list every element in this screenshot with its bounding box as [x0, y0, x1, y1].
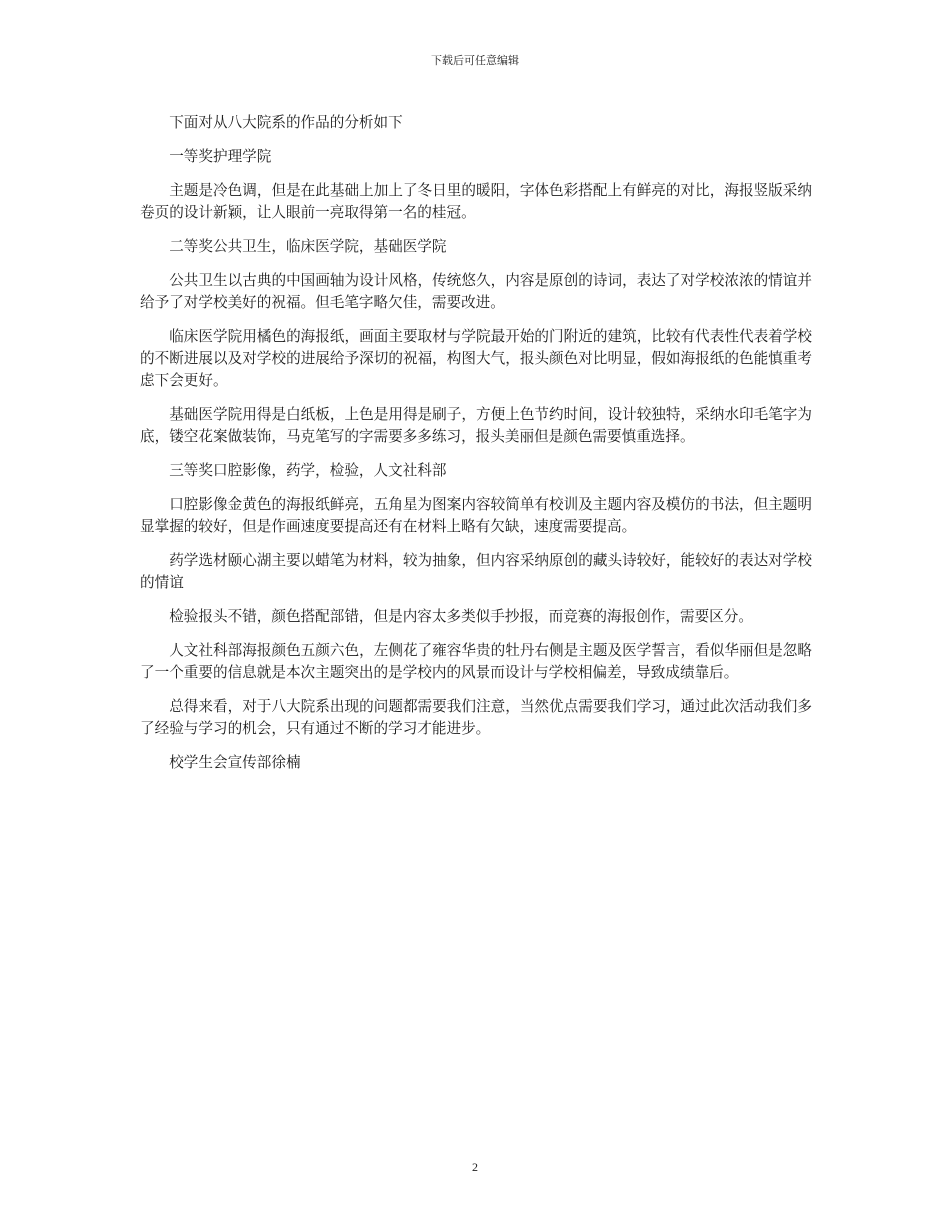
intro-paragraph: 下面对从八大院系的作品的分析如下 [169, 114, 403, 131]
laboratory-paragraph: 检验报头不错，颜色搭配部错，但是内容太多类似手抄报，而竞赛的海报创作，需要区分。 [169, 608, 753, 625]
document-body [140, 112, 812, 786]
second-prize-heading: 二等奖公共卫生，临床医学院，基础医学院 [169, 238, 447, 255]
stomatology-imaging-paragraph: 口腔影像金黄色的海报纸鲜亮，五角星为图案内容较简单有校训及主题内容及模仿的书法，但主题明显掌握的较好，但是作画速度要提高还有在材料上略有欠缺，速度需要提高。 [140, 496, 812, 535]
third-prize-heading: 三等奖口腔影像，药学，检验，人文社科部 [169, 462, 447, 479]
page-header: 下载后可任意编辑 [431, 54, 519, 67]
humanities-paragraph: 人文社科部海报颜色五颜六色，左侧花了雍容华贵的牡丹右侧是主题及医学誓言，看似华丽但是忽略了一个重要的信息就是本次主题突出的是学校内的风景而设计与学校相偏差，导致成绩靠后。 [140, 642, 812, 681]
nursing-paragraph: 主题是冷色调，但是在此基础上加上了冬日里的暖阳，字体色彩搭配上有鲜亮的对比，海报竖版采纳卷页的设计新颖，让人眼前一亮取得第一名的桂冠。 [140, 182, 812, 221]
summary-paragraph: 总得来看，对于八大院系出现的问题都需要我们注意，当然优点需要我们学习，通过此次活动我们多了经验与学习的机会，只有通过不断的学习才能进步。 [140, 698, 812, 737]
page-number: 2 [472, 1160, 478, 1174]
first-prize-heading: 一等奖护理学院 [169, 148, 272, 165]
clinical-medicine-paragraph: 临床医学院用橘色的海报纸，画面主要取材与学院最开始的门附近的建筑，比较有代表性代表着学校的不断进展以及对学校的进展给予深切的祝福，构图大气，报头颜色对比明显，假如海报纸的色能慎重考虑下会更好。 [140, 328, 812, 389]
signature-line: 校学生会宣传部徐楠 [169, 754, 301, 771]
public-health-paragraph: 公共卫生以古典的中国画轴为设计风格，传统悠久，内容是原创的诗词，表达了对学校浓浓的情谊并给予了对学校美好的祝福。但毛笔字略欠佳，需要改进。 [140, 272, 812, 311]
basic-medicine-paragraph: 基础医学院用得是白纸板，上色是用得是刷子，方便上色节约时间，设计较独特，采纳水印毛笔字为底，镂空花案做装饰，马克笔写的字需要多多练习，报头美丽但是颜色需要慎重选择。 [140, 406, 812, 445]
pharmacy-paragraph: 药学选材颐心湖主要以蜡笔为材料，较为抽象，但内容采纳原创的藏头诗较好，能较好的表达对学校的情谊 [140, 552, 812, 591]
